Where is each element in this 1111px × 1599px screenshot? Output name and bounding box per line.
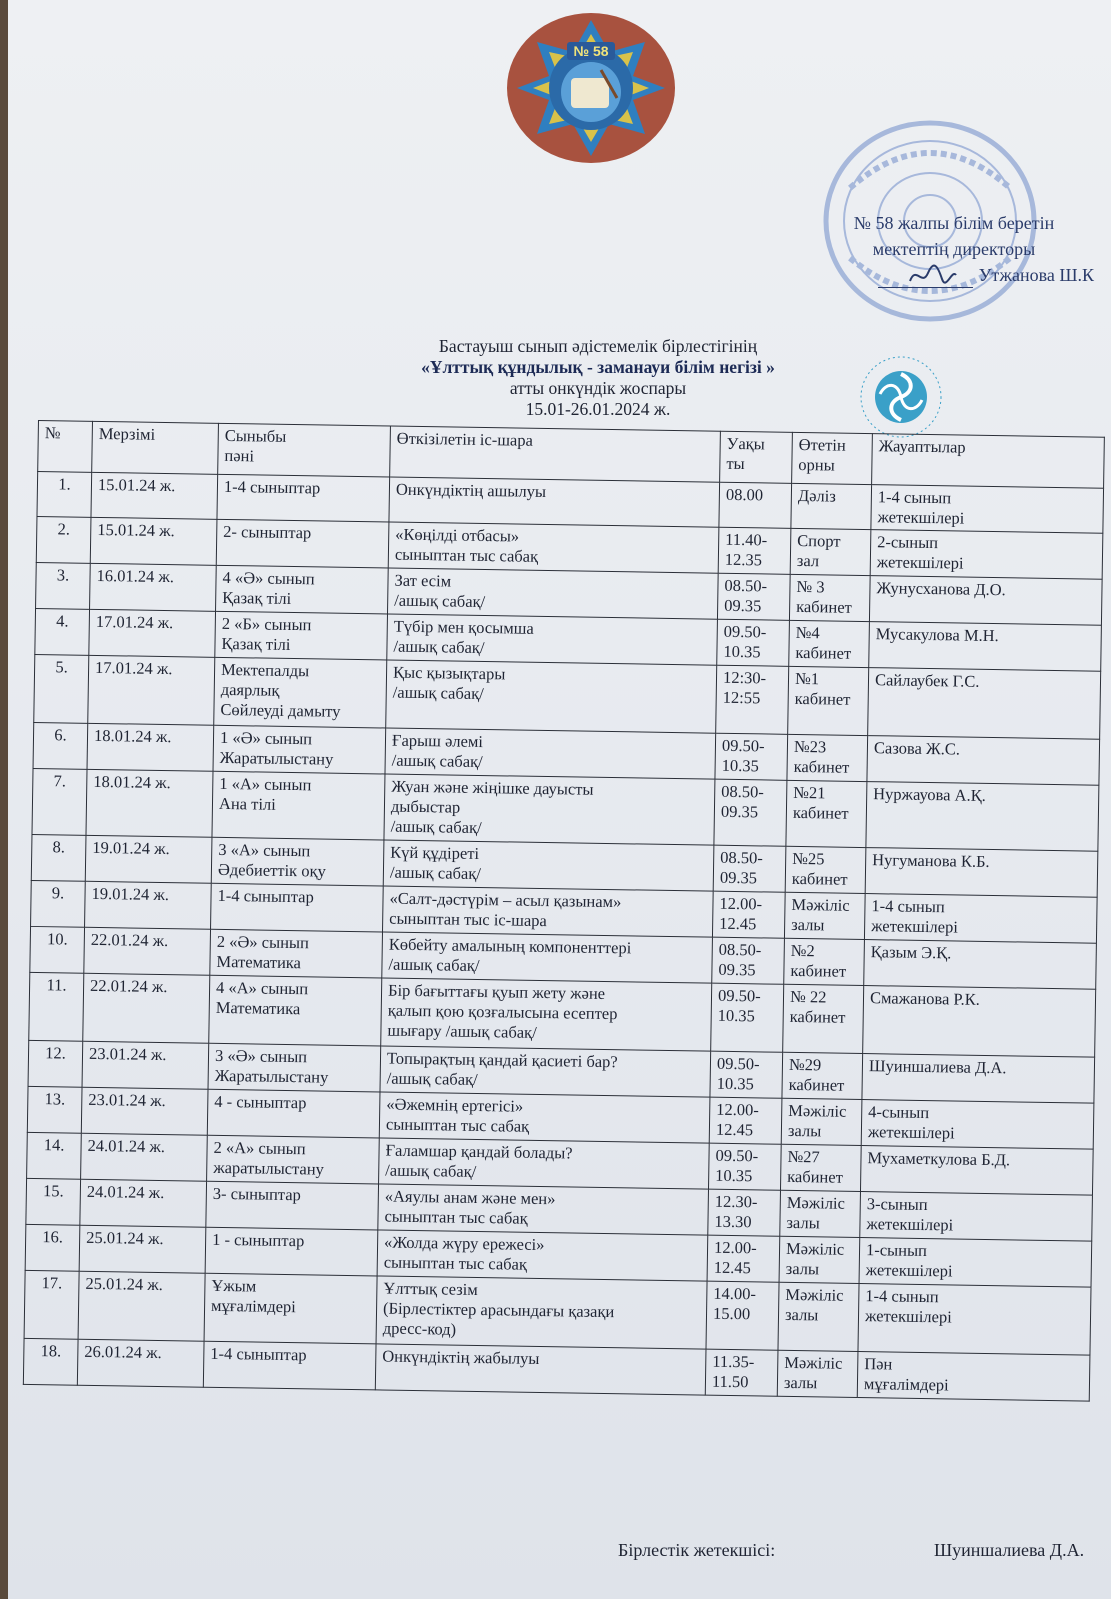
responsible-cell: 4-сынып жетекшілері [861,1100,1094,1150]
time-cell: 08.50- 09.35 [714,779,787,846]
time-cell: 09.50- 10.35 [715,733,788,780]
place-cell: Мәжіліс залы [781,1098,862,1145]
row-number: 5. [34,654,89,723]
event-cell: Қыс қызықтары /ашық сабақ/ [386,660,717,733]
place-cell: №1 кабинет [788,666,869,735]
event-cell: «Салт-дәстүрім – асыл қазынам» сыныптан тыс іс-шара [383,886,714,937]
responsible-cell: Жунусханова Д.О. [869,576,1102,626]
class-cell: Мектепалды даярлық Сөйлеуді дамыту [214,657,387,728]
time-cell: 08.50- 09.35 [717,573,790,620]
place-cell: №23 кабинет [787,734,868,781]
time-cell: 12.00- 12.45 [709,1097,782,1144]
class-cell: 1 - сыныптар [205,1227,378,1276]
header-cell: Өтетін орны [792,432,873,484]
responsible-cell: Нуржауова А.Қ. [866,782,1099,852]
header-cell: Сыныбы пәні [218,423,391,477]
responsible-cell: 1-4 сынып жетекшілері [864,894,1097,944]
responsible-cell: 2-сынып жетекшілері [870,530,1103,580]
place-cell: № 3 кабинет [789,574,870,621]
responsible-cell: Мухаметкулова Б.Д. [860,1146,1093,1196]
row-number: 2. [36,516,91,563]
time-cell: 09.50- 10.35 [710,1051,783,1098]
class-cell: 2 «Б» сынып Қазақ тілі [215,611,388,660]
row-number: 10. [30,926,85,973]
place-cell: Спорт зал [790,528,871,575]
time-cell: 12:30- 12:55 [716,665,789,734]
place-cell: №2 кабинет [784,938,865,985]
place-cell: № 22 кабинет [783,984,864,1053]
responsible-cell: Смажанова Р.К. [863,986,1096,1058]
class-cell: 4 - сыныптар [207,1089,380,1138]
class-cell: 1-4 сыныптар [217,474,390,522]
time-cell: 11.35- 11.50 [705,1349,778,1396]
class-cell: 1 «Ә» сынып Жаратылыстану [213,725,386,774]
time-cell: 12.00- 12.45 [712,891,785,938]
footer-role: Бірлестік жетекшісі: [618,1540,776,1560]
heading-line-3: атты онкүндік жоспары [509,378,687,398]
logo-badge: № 58 [573,43,609,59]
event-cell: Онкүндіктің ашылуы [389,477,720,527]
place-cell: Мәжіліс залы [779,1236,860,1283]
row-number: 7. [32,768,87,835]
heading-dates: 15.01-26.01.2024 ж. [525,399,671,419]
signature [878,269,973,288]
event-cell: Күй құдіреті /ашық сабақ/ [383,840,714,891]
class-cell: 4 «Ә» сынып Қазақ тілі [216,565,389,614]
row-number: 3. [36,562,91,609]
responsible-cell: Мусакулова М.Н. [869,622,1102,672]
event-cell: «Көңілді отбасы» сыныптан тыс сабақ [388,522,719,573]
place-cell: №21 кабинет [786,780,867,847]
school-logo [505,12,677,164]
date-cell: 22.01.24 ж. [83,973,210,1043]
responsible-cell: Пән мұғалімдері [857,1351,1090,1401]
approval-line-1: № 58 жалпы білім беретін [853,213,1055,233]
date-cell: 25.01.24 ж. [79,1225,206,1273]
place-cell: №27 кабинет [780,1144,861,1191]
event-cell: Бір бағыттағы қуып жету және қалып қою қозғалысына есептер шығару /ашық сабақ/ [381,978,712,1051]
event-cell: Ұлттық сезім (Бірлестіктер арасындағы қазақи дресс-код) [376,1276,707,1349]
responsible-cell: 1-сынып жетекшілері [859,1238,1092,1288]
schedule-table [23,420,1105,1402]
place-cell: Мәжіліс залы [784,892,865,939]
place-cell: №25 кабинет [785,846,866,893]
place-cell: Дәліз [791,483,872,529]
row-number: 14. [27,1132,82,1179]
header-cell: Жауаптылар [872,434,1105,489]
heading-line-1: Бастауыш сынып әдістемелік бірлестігінің [438,336,758,356]
class-cell: 2 «Ә» сынып Математика [210,929,383,978]
class-cell: 2 «А» сынып жаратылыстану [207,1135,380,1184]
class-cell: 1-4 сыныптар [203,1341,376,1390]
row-number: 18. [23,1338,78,1385]
place-cell: №29 кабинет [782,1052,863,1099]
date-cell: 22.01.24 ж. [84,927,211,975]
date-cell: 19.01.24 ж. [85,835,212,883]
class-cell: 1 «А» сынып Ана тілі [212,771,385,840]
class-cell: 3- сыныптар [206,1181,379,1230]
header-cell: Өткізілетін іс-шара [390,426,721,482]
event-cell: Зат есім /ашық сабақ/ [387,568,718,619]
row-number: 1. [37,472,92,518]
time-cell: 08.50- 09.35 [712,937,785,984]
row-number: 13. [27,1086,82,1133]
header-cell: Уақы ты [720,431,793,483]
row-number: 12. [28,1040,83,1087]
event-cell: Жуан және жіңішке дауысты дыбыстар /ашық сабақ/ [384,774,715,845]
class-cell: 4 «А» сынып Математика [209,975,382,1046]
date-cell: 19.01.24 ж. [85,881,212,929]
event-cell: Онкүндіктің жабылуы [375,1344,706,1395]
time-cell: 12.30- 13.30 [708,1189,781,1236]
date-cell: 18.01.24 ж. [86,769,213,837]
date-cell: 17.01.24 ж. [89,609,216,657]
time-cell: 09.50- 10.35 [711,983,784,1052]
document-page [8,0,1111,1599]
row-number: 17. [24,1270,79,1339]
row-number: 15. [26,1178,81,1225]
education-program-logo [856,352,946,442]
heading-title: «Ұлттық құндылық - заманауи білім негізі » [421,357,775,377]
class-cell: 1-4 сыныптар [211,883,384,932]
class-cell: Ұжым мұғалімдері [204,1273,377,1344]
responsible-cell: 1-4 сынып жетекшілері [858,1284,1091,1356]
place-cell: Мәжіліс залы [777,1350,858,1397]
footer-name: Шуиншалиева Д.А. [934,1540,1085,1560]
approval-line-2: мектептің директоры [872,239,1036,259]
time-cell: 12.00- 12.45 [707,1235,780,1282]
event-cell: Ғарыш әлемі /ашық сабақ/ [385,728,716,779]
date-cell: 24.01.24 ж. [80,1179,207,1227]
responsible-cell: Қазым Э.Қ. [864,940,1097,990]
responsible-cell: Шуиншалиева Д.А. [862,1054,1095,1104]
date-cell: 15.01.24 ж. [91,472,218,519]
responsible-cell: Сайлаубек Г.С. [868,668,1101,740]
event-cell: «Аяулы анам және мен» сыныптан тыс сабақ [378,1184,709,1235]
document-heading [338,336,858,420]
class-cell: 2- сыныптар [216,519,389,568]
date-cell: 23.01.24 ж. [81,1087,208,1135]
date-cell: 17.01.24 ж. [88,655,215,725]
event-cell: «Әжемнің ертегісі» сыныптан тыс сабақ [379,1092,710,1143]
row-number: 16. [25,1224,80,1271]
class-cell: 3 «Ә» сынып Жаратылыстану [208,1043,381,1092]
header-cell: № [38,421,93,473]
class-cell: 3 «А» сынып Әдебиеттік оқу [211,837,384,886]
date-cell: 18.01.24 ж. [87,723,214,771]
responsible-cell: 1-4 сынып жетекшілері [871,485,1104,534]
responsible-cell: 3-сынып жетекшілері [860,1192,1093,1242]
row-number: 9. [31,880,86,927]
place-cell: №4 кабинет [789,620,870,667]
row-number: 6. [33,722,88,769]
time-cell: 08.50- 09.35 [713,845,786,892]
time-cell: 14.00- 15.00 [706,1281,779,1350]
date-cell: 16.01.24 ж. [90,563,217,611]
place-cell: Мәжіліс залы [778,1282,859,1351]
approval-block [814,210,1094,288]
date-cell: 24.01.24 ж. [81,1133,208,1181]
date-cell: 26.01.24 ж. [77,1339,204,1387]
event-cell: Топырақтың қандай қасиеті бар? /ашық сабақ/ [380,1046,711,1097]
event-cell: Түбір мен қосымша /ашық сабақ/ [387,614,718,665]
date-cell: 23.01.24 ж. [82,1041,209,1089]
time-cell: 09.50- 10.35 [709,1143,782,1190]
header-cell: Мерзімі [92,421,219,474]
time-cell: 09.50- 10.35 [717,619,790,666]
date-cell: 25.01.24 ж. [78,1271,205,1341]
place-cell: Мәжіліс залы [780,1190,861,1237]
row-number: 11. [29,972,84,1041]
row-number: 8. [31,834,86,881]
responsible-cell: Нугуманова К.Б. [865,848,1098,898]
responsible-cell: Сазова Ж.С. [867,736,1100,786]
row-number: 4. [35,608,90,655]
date-cell: 15.01.24 ж. [90,517,217,565]
event-cell: Көбейту амалының компоненттері /ашық сабақ/ [382,932,713,983]
time-cell: 08.00 [719,482,792,528]
time-cell: 11.40- 12.35 [718,527,791,574]
event-cell: «Жолда жүру ережесі» сыныптан тыс сабақ [377,1230,708,1281]
event-cell: Ғаламшар қандай болады? /ашық сабақ/ [379,1138,710,1189]
director-name: Утжанова Ш.К [978,265,1094,285]
